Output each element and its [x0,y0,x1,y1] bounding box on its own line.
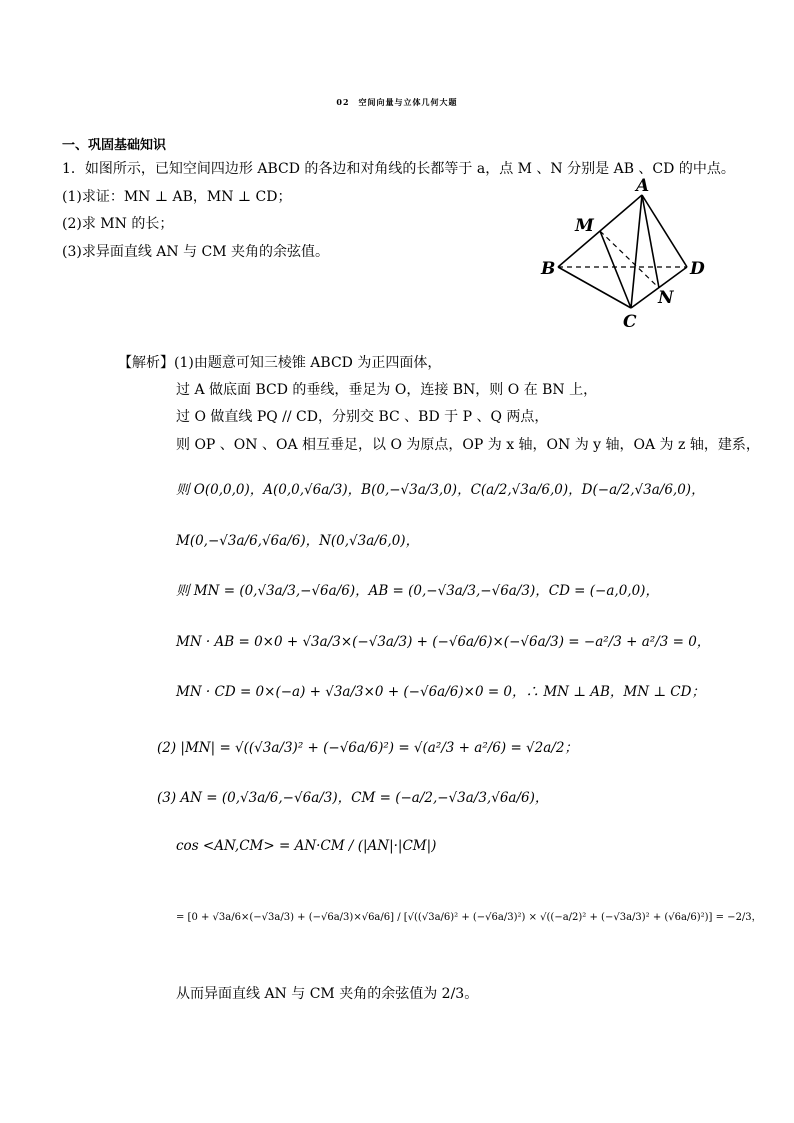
label-A: A [636,176,650,196]
solution-line-5: 则 O(0,0,0)，A(0,0,√6a/3)，B(0,−√3a/3,0)，C(a/2,√3a/6,0)，D(−a/2,√3a/6,0)， [176,482,705,498]
label-B: B [541,259,556,279]
label-C: C [623,312,637,332]
tetrahedron-figure [530,175,730,335]
page-title: 02 空间向量与立体几何大题 [336,97,458,107]
solution-line-9: MN · CD = 0×(−a) + √3a/3×0 + (−√6a/6)×0 = 0，∴ MN ⊥ AB，MN ⊥ CD； [176,684,705,700]
question-2: (2)求 MN 的长； [62,216,174,232]
solution-line-8: MN · AB = 0×0 + √3a/3×(−√3a/3) + (−√6a/6)×(−√6a/3) = −a²/3 + a²/3 = 0， [176,634,711,650]
question-1: (1)求证：MN ⊥ AB，MN ⊥ CD； [62,189,292,205]
solution-line-6: M(0,−√3a/6,√6a/6)，N(0,√3a/6,0)， [176,533,420,549]
solution-line-7: 则 MN = (0,√3a/3,−√6a/6)，AB = (0,−√3a/3,−√6a/3)，CD = (−a,0,0)， [176,583,659,599]
section-heading: 一、巩固基础知识 [62,138,167,153]
label-M: M [575,216,594,236]
solution-line-12: cos <AN,CM> = AN·CM / (|AN|·|CM|) [176,838,437,854]
solution-line-2: 过 A 做底面 BCD 的垂线，垂足为 O，连接 BN，则 O 在 BN 上， [176,382,598,398]
solution-intro [118,352,441,372]
label-N: N [658,288,674,308]
solution-line-4: 则 OP 、ON 、OA 相互垂足，以 O 为原点，OP 为 x 轴，ON 为 y 轴，OA 为 z 轴，建系， [176,437,760,453]
solution-conclusion: 从而异面直线 AN 与 CM 夹角的余弦值为 2/3。 [176,986,479,1002]
solution-line-1: (1)由题意可知三棱锥 ABCD 为正四面体， [174,355,442,371]
label-D: D [690,259,705,279]
solution-line-13: = [0 + √3a/6×(−√3a/3) + (−√6a/3)×√6a/6] / [√((√3a/6)² + (−√6a/3)²) × √((−a/2)² + (−√3a/3)² + (√6a/6)²)] = −2/3， [176,912,762,923]
question-3: (3)求异面直线 AN 与 CM 夹角的余弦值。 [62,244,330,260]
solution-line-11: (3) AN = (0,√3a/6,−√6a/3)，CM = (−a/2,−√3a/3,√6a/6)， [157,790,549,806]
solution-line-10: (2) |MN| = √((√3a/3)² + (−√6a/6)²) = √(a²/3 + a²/6) = √2a/2； [157,740,578,756]
solution-tag: 【解析】 [118,355,174,371]
problem-stem: 1．如图所示，已知空间四边形 ABCD 的各边和对角线的长都等于 a，点 M 、N 分别是 AB 、CD 的中点。 [62,161,735,177]
solution-line-3: 过 O 做直线 PQ // CD，分别交 BC 、BD 于 P 、Q 两点， [176,409,549,425]
